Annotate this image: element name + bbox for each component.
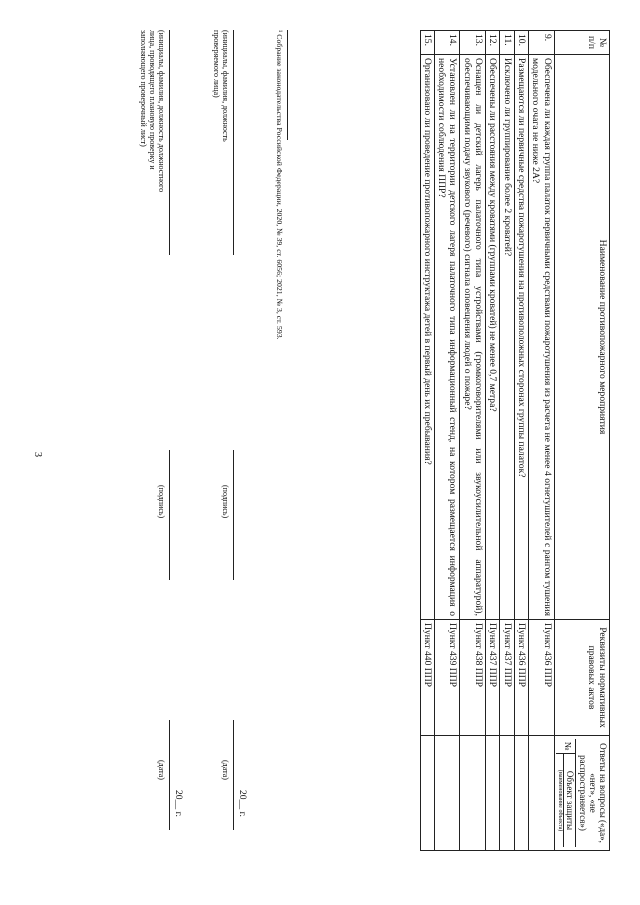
table-row [434,31,460,851]
row-question: Установлен ли на территории детского лагеря палаточного типа информационный стенд, на котором размещается информация о необходимости соблюдения ППР? [434,55,460,620]
row-question: Исключено ли группирование более 2 кроватей? [500,55,514,620]
signature-year: 20__ г. [237,790,248,817]
row-reference: Пункт 436 ППР [514,620,528,736]
row-number: 9. [529,31,555,55]
table-row [486,31,500,851]
row-answer [420,736,434,851]
signature-sign-caption: (подпись) [221,485,230,519]
row-question: Обеспечена ли каждая группа палаток первичными средствами пожаротушения из расчета не менее 4 огнетушителей с рангом тушения модельного очага не ниже 2А? [529,55,555,620]
row-answer [529,736,555,851]
table-row [460,31,486,851]
table-row [529,31,555,851]
row-reference: Пункт 440 ППР [420,620,434,736]
signature-line-role [233,30,234,255]
row-question: Организовано ли проведение противопожарного инструктажа детей в первый день их пребывания? [420,55,434,620]
signature-line-date [233,720,234,830]
row-number: 12. [486,31,500,55]
row-reference: Пункт 437 ППР [486,620,500,736]
row-answer [514,736,528,851]
row-answer [486,736,500,851]
header-requisites: Реквизиты нормативных правовых актов [554,620,609,736]
row-answer [434,736,460,851]
row-number: 14. [434,31,460,55]
page-number: 3 [32,452,43,457]
table-row [420,31,434,851]
header-answers-title: Ответы на вопросы («да», «нет», «не распространяется») [575,739,608,847]
row-question: Размещаются ли первичные средства пожаротушения на противоположных сторонах группы палаток? [514,55,528,620]
header-answer-no: № [556,739,576,754]
row-number: 11. [500,31,514,55]
header-num: № п/п [554,31,609,55]
signature-year: 20__ г. [173,790,184,817]
header-answer-object: Объект защиты [565,770,576,831]
row-answer [500,736,514,851]
signature-line-sign [233,450,234,580]
row-number: 15. [420,31,434,55]
row-answer [460,736,486,851]
signature-role-caption: (инициалы, фамилия, должность проверяемого лица) [211,30,230,142]
row-question: Обеспечены ли расстояния между кроватями (группами кроватей) не менее 0,7 метра? [486,55,500,620]
row-reference: Пункт 439 ППР [434,620,460,736]
row-question: Оснащен ли детский лагерь палаточного типа устройствами (громкоговорителями или звукоусилительной аппаратурой), обеспечивающими подачу звукового (речевого) сигнала оповещения людей о пожаре? [460,55,486,620]
row-reference: Пункт 438 ППР [460,620,486,736]
signature-line-date [169,720,170,830]
header-name: Наименование противопожарного мероприятия [554,55,609,620]
footnote: ¹ Собрание законодательства Российской Федерации, 2020, № 39, ст. 6056; 2021, № 3, ст. 593. [275,30,284,340]
signature-date-caption: (дата) [221,760,230,780]
table-row [500,31,514,851]
signature-role-caption: (инициалы, фамилия, должность должностного лица, проводящего плановую проверку и заполняющего проверочный лист) [138,30,166,193]
checklist-table [420,30,610,851]
table-header-row [554,31,609,851]
footnote-divider [287,30,288,140]
table-row [514,31,528,851]
signature-line-role [169,30,170,255]
row-reference: Пункт 437 ППР [500,620,514,736]
rotated-page [50,30,610,860]
row-number: 10. [514,31,528,55]
header-answer-object-note: (наименование объекта) [556,754,564,847]
row-reference: Пункт 436 ППР [529,620,555,736]
signature-date-caption: (дата) [157,760,166,780]
signature-line-sign [169,450,170,580]
header-answers [554,736,609,851]
signature-sign-caption: (подпись) [157,485,166,519]
row-number: 13. [460,31,486,55]
